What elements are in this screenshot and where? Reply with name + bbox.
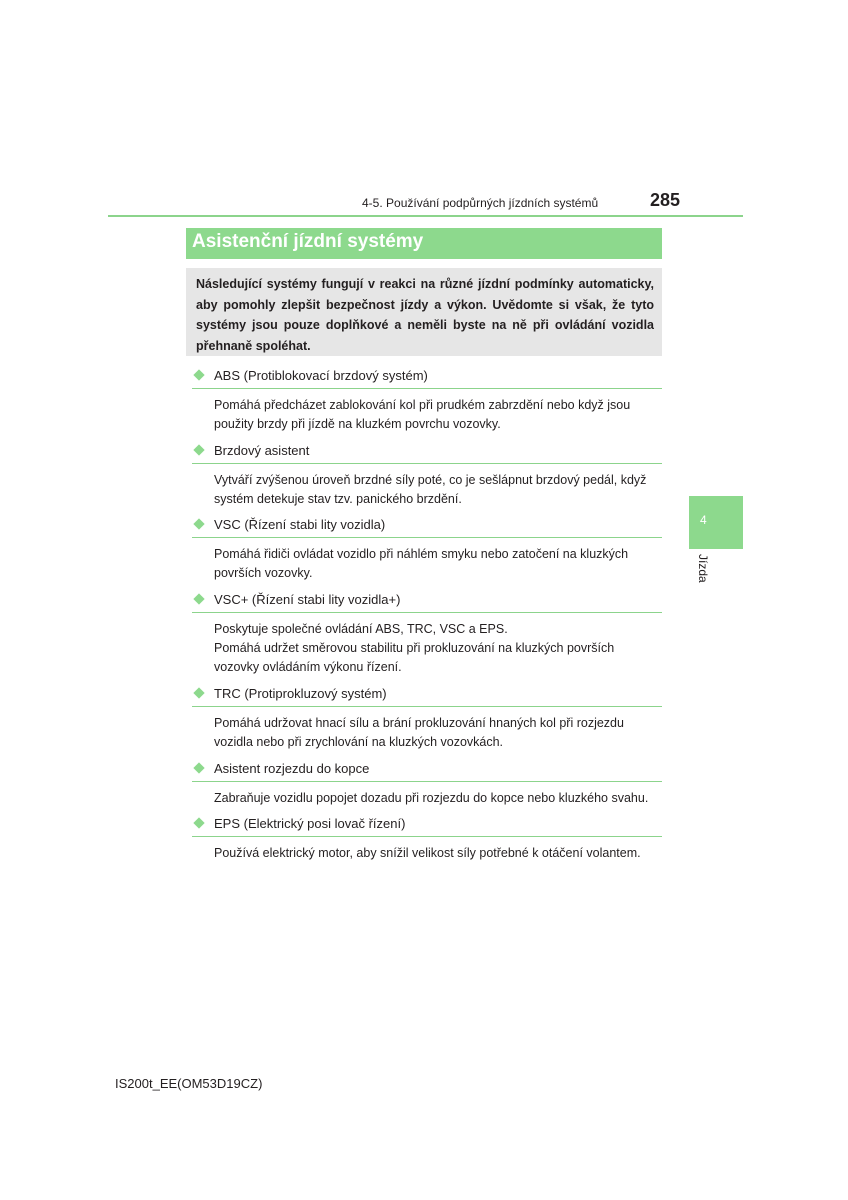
item-body <box>214 789 659 808</box>
item-heading <box>192 761 662 782</box>
item-body <box>214 714 659 752</box>
footer-manual-code: IS200t_EE(OM53D19CZ) <box>115 1076 263 1091</box>
item-heading <box>192 443 662 464</box>
diamond-bullet-icon <box>193 817 204 828</box>
chapter-tab <box>689 496 743 549</box>
intro-text: Následující systémy fungují v reakci na různé jízdní podmínky automaticky, aby pomohly zlepšit bezpečnost jízdy a výkon. Uvědomte si však, že tyto systémy jsou pouze doplňkové a neměli byste na ně při ovládání vozidla přehnaně spoléhat. <box>196 277 654 353</box>
title-bar <box>186 228 662 259</box>
diamond-bullet-icon <box>193 369 204 380</box>
item-vsc-plus <box>192 592 662 677</box>
item-title: EPS (Elektrický posi lovač řízení) <box>214 816 406 831</box>
item-paragraph: Používá elektrický motor, aby snížil velikost síly potřebné k otáčení volantem. <box>214 846 641 860</box>
header-rule <box>108 215 743 217</box>
diamond-bullet-icon <box>193 593 204 604</box>
item-title: VSC+ (Řízení stabi lity vozidla+) <box>214 592 401 607</box>
item-brake-assist <box>192 443 662 509</box>
item-body <box>214 620 659 677</box>
item-body <box>214 396 659 434</box>
item-title: VSC (Řízení stabi lity vozidla) <box>214 517 386 532</box>
item-heading <box>192 686 662 707</box>
diamond-bullet-icon <box>193 518 204 529</box>
item-abs <box>192 368 662 434</box>
item-paragraph: Pomáhá udržet směrovou stabilitu při prokluzování na kluzkých površích vozovky ovládáním výkonu řízení. <box>214 641 615 674</box>
page-title: Asistenční jízdní systémy <box>192 231 424 252</box>
intro-box <box>186 268 662 356</box>
chapter-label: Jízda <box>696 554 710 583</box>
header-section-title: 4-5. Používání podpůrných jízdních systémů <box>362 196 599 210</box>
item-title: ABS (Protiblokovací brzdový systém) <box>214 368 428 383</box>
item-body <box>214 545 659 583</box>
item-hill-start-assist <box>192 761 662 808</box>
item-paragraph: Poskytuje společné ovládání ABS, TRC, VSC a EPS. <box>214 622 508 636</box>
diamond-bullet-icon <box>193 762 204 773</box>
item-heading <box>192 368 662 389</box>
item-title: Brzdový asistent <box>214 443 310 458</box>
item-paragraph: Pomáhá řidiči ovládat vozidlo při náhlém smyku nebo zatočení na kluzkých površích vozovky. <box>214 547 629 580</box>
item-vsc <box>192 517 662 583</box>
item-paragraph: Zabraňuje vozidlu popojet dozadu při rozjezdu do kopce nebo kluzkého svahu. <box>214 791 649 805</box>
diamond-bullet-icon <box>193 444 204 455</box>
item-paragraph: Vytváří zvýšenou úroveň brzdné síly poté, co je sešlápnut brzdový pedál, když systém detekuje stav tzv. panického brzdění. <box>214 473 647 506</box>
item-title: Asistent rozjezdu do kopce <box>214 761 370 776</box>
item-heading <box>192 816 662 837</box>
item-heading <box>192 517 662 538</box>
diamond-bullet-icon <box>193 687 204 698</box>
item-trc <box>192 686 662 752</box>
item-body <box>214 471 659 509</box>
item-body <box>214 844 659 863</box>
item-heading <box>192 592 662 613</box>
chapter-number: 4 <box>700 513 707 527</box>
page-number: 285 <box>650 190 681 210</box>
item-paragraph: Pomáhá předcházet zablokování kol při prudkém zabrzdění nebo když jsou použity brzdy při jízdě na kluzkém povrchu vozovky. <box>214 398 631 431</box>
item-eps <box>192 816 662 863</box>
item-paragraph: Pomáhá udržovat hnací sílu a brání prokluzování hnaných kol při rozjezdu vozidla nebo při zrychlování na kluzkých vozovkách. <box>214 716 624 749</box>
item-title: TRC (Protiprokluzový systém) <box>214 686 387 701</box>
